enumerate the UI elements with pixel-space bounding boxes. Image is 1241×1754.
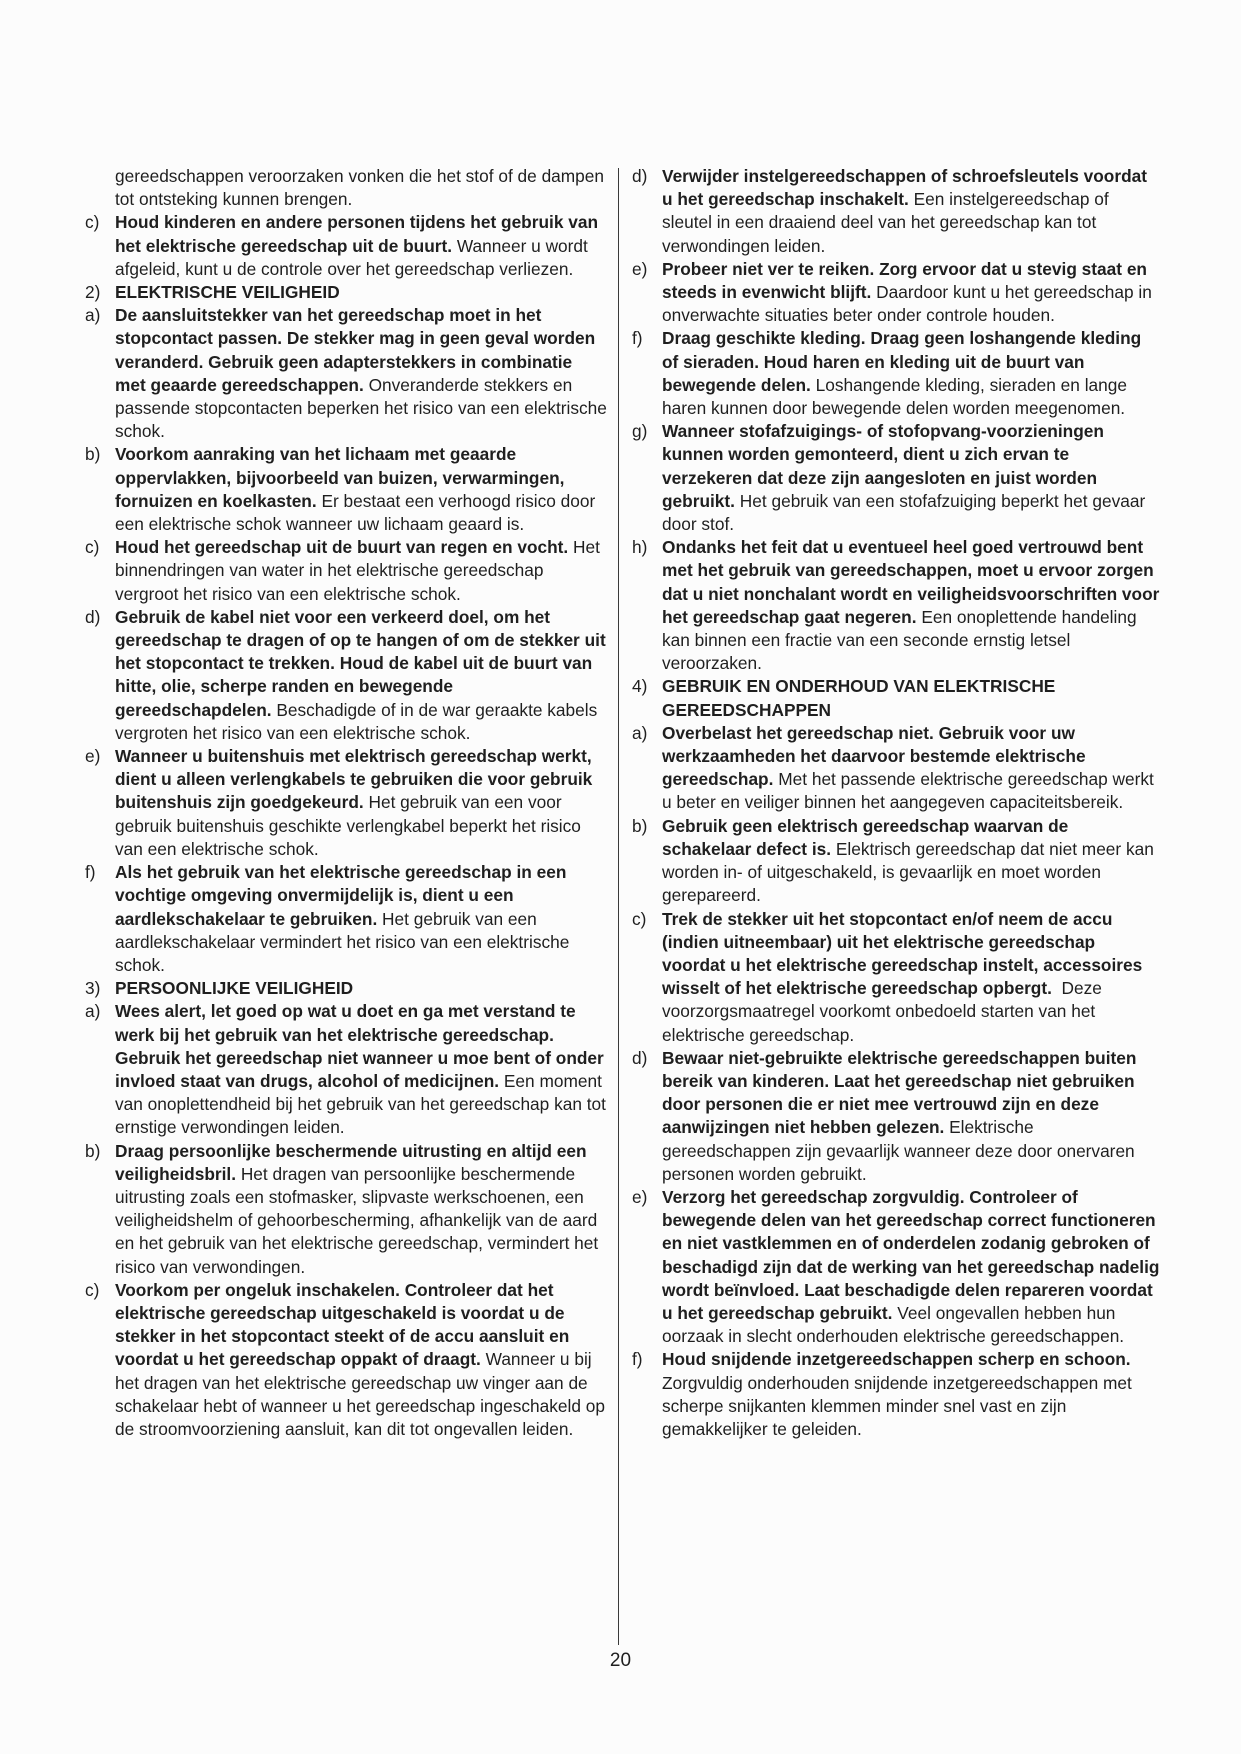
item-body-text: Loshangende kleding, sieraden en lange haren kunnen door bewegende delen worden meegenomen. <box>662 374 1132 419</box>
item-label: d) <box>632 166 648 186</box>
list-item <box>85 165 607 211</box>
item-body-text: Daardoor kunt u het gereedschap in onverwachte situaties beter onder controle houden. <box>662 282 1157 326</box>
item-bold-text: Wees alert, let goed op wat u doet en ga met verstand te werk bij het gebruik van het elektrische gereedschap. Gebruik het gereedschap niet wanneer u moe bent of onder invloed staat van drugs, alcohol of medicijnen. <box>115 1001 604 1091</box>
item-label: c) <box>632 908 647 929</box>
item-bold-text: GEBRUIK EN ONDERHOUD VAN ELEKTRISCHE GEREEDSCHAPPEN <box>662 676 1056 720</box>
item-label: 2) <box>85 282 101 303</box>
item-bold-text: Gebruik de kabel niet voor een verkeerd doel, om het gereedschap te dragen of op te hangen of om de stekker uit het stopcontact te trekken. Houd de kabel uit de buurt van hitte, olie, scherpe randen en bewegende gereedschapdelen. <box>115 606 606 720</box>
item-body-text: Een instelgereedschap of sleutel in een draaiend deel van het gereedschap kan tot verwondingen leiden. <box>662 189 1114 256</box>
item-text <box>115 305 612 441</box>
column-divider <box>618 168 619 1645</box>
item-body-text: Het gebruik van een aardlekschakelaar vermindert het risico van een elektrische schok. <box>115 908 575 975</box>
item-body-text: Wanneer u wordt afgeleid, kunt u de controle over het gereedschap verliezen. <box>115 235 593 279</box>
list-item <box>85 304 612 443</box>
list-item <box>632 908 1160 1047</box>
left-column <box>85 165 612 1441</box>
item-label: a) <box>85 305 101 326</box>
list-item <box>85 443 607 536</box>
item-text <box>115 862 574 975</box>
item-bold-text: Wanneer u buitenshuis met elektrisch gereedschap werkt, dient u alleen verlengkabels te gebruiken die voor gebruik buitenshuis zijn goedgekeurd. <box>115 746 593 813</box>
item-text <box>115 444 600 534</box>
item-body-text: Het binnendringen van water in het elektrische gereedschap vergroot het risico van een elektrische schok. <box>115 537 605 604</box>
item-label: b) <box>85 444 101 465</box>
item-text <box>115 978 353 998</box>
item-body-text: Het gebruik van een voor gebruik buitenshuis geschikte verlengkabel beperkt het risico van een elektrische schok. <box>115 792 586 859</box>
item-body-text: Onveranderde stekkers en passende stopcontacten beperken het risico van een elektrische schok. <box>115 374 612 442</box>
item-label: e) <box>632 258 648 279</box>
list-item <box>85 745 607 861</box>
list-item <box>85 1279 610 1441</box>
item-label: f) <box>85 862 96 883</box>
item-text <box>662 723 1159 813</box>
list-item <box>85 536 607 606</box>
item-text <box>115 212 598 278</box>
item-text <box>115 1280 610 1439</box>
item-text <box>662 816 1159 906</box>
item-label: d) <box>85 606 101 627</box>
item-bold-text: Draag geschikte kleding. Draag geen loshangende kleding of sieraden. Houd haren en kleding uit de buurt van bewegende delen. <box>662 328 1142 395</box>
list-item <box>85 606 607 745</box>
item-label: b) <box>85 1140 101 1161</box>
item-label: c) <box>85 212 100 233</box>
item-body-text: Veel ongevallen hebben hun oorzaak in slecht onderhouden elektrische gereedschappen. <box>662 1302 1125 1347</box>
item-label: f) <box>632 328 643 349</box>
item-bold-text: Probeer niet ver te reiken. Zorg ervoor dat u stevig staat en steeds in evenwicht blijft. <box>662 258 1147 303</box>
page-number: 20 <box>609 1650 632 1671</box>
item-bold-text: Houd snijdende inzetgereedschappen scherp en schoon. <box>662 1349 1131 1370</box>
item-bold-text: Voorkom aanraking van het lichaam met geaarde oppervlakken, bijvoorbeeld van buizen, verwarmingen, fornuizen en koelkasten. <box>115 444 565 511</box>
item-label: c) <box>85 537 100 558</box>
item-text <box>115 537 605 603</box>
list-item <box>632 327 1160 420</box>
list-item <box>85 1140 607 1279</box>
item-label: e) <box>632 1186 648 1207</box>
item-bold-text: Wanneer stofafzuigings- of stofopvang-voorzieningen kunnen worden gemonteerd, dient u zich ervan te verzekeren dat deze zijn aangesloten en juist worden gebruikt. <box>662 421 1104 511</box>
list-item <box>632 1047 1160 1186</box>
list-item <box>85 1000 611 1139</box>
right-column <box>632 165 1160 1441</box>
item-body-text: Een moment van onoplettendheid bij het gebruik van het gereedschap kan tot ernstige verwondingen leiden. <box>115 1070 611 1138</box>
item-text <box>662 1187 1159 1346</box>
item-bold-text: De aansluitstekker van het gereedschap moet in het stopcontact passen. De stekker mag in geen geval worden veranderd. Gebruik geen adapterstekkers in combinatie met geaarde gereedschappen. <box>115 305 596 395</box>
item-text <box>662 909 1142 1045</box>
item-text <box>115 746 592 859</box>
item-text <box>662 1048 1139 1184</box>
item-body-text: gereedschappen veroorzaken vonken die het stof of de dampen tot ontsteking kunnen brengen. <box>115 166 609 210</box>
item-text <box>115 166 609 209</box>
item-label: c) <box>85 1279 100 1300</box>
item-label: e) <box>85 746 101 767</box>
item-body-text: Het gebruik van een stofafzuiging beperkt het gevaar door stof. <box>662 490 1151 535</box>
list-item <box>632 1348 1160 1441</box>
item-body-text: Het dragen van persoonlijke beschermende uitrusting zoals een stofmasker, slipvaste werkschoenen, een veiligheidshelm of gehoorbescherming, afhankelijk van de aard en het gebruik van het elektrische gereedschap, vermindert het risico van verwondingen. <box>115 1163 604 1277</box>
item-text <box>115 282 340 302</box>
item-body-text: Een onoplettende handeling kan binnen een fractie van een seconde ernstig letsel veroorzaken. <box>662 606 1142 674</box>
item-bold-text: PERSOONLIJKE VEILIGHEID <box>115 978 354 999</box>
item-bold-text: Gebruik geen elektrisch gereedschap waarvan de schakelaar defect is. <box>662 815 1069 859</box>
item-bold-text: Bewaar niet-gebruikte elektrische gereedschappen buiten bereik van kinderen. Laat het gereedschap niet gebruiken door personen die er niet mee vertrouwd zijn en deze aanwijzingen niet hebben gelezen. <box>662 1047 1137 1138</box>
item-label: f) <box>632 1349 643 1370</box>
item-label: a) <box>85 1001 101 1022</box>
item-body-text: Elektrisch gereedschap dat niet meer kan worden in- of uitgeschakeld, is gevaarlijk en moet worden gerepareerd. <box>662 838 1159 906</box>
item-bold-text: Houd kinderen en andere personen tijdens het gebruik van het elektrische gereedschap uit de buurt. <box>115 212 599 256</box>
list-item <box>85 861 607 977</box>
item-text <box>662 1349 1137 1439</box>
item-body-text: Wanneer u bij het dragen van het elektrische gereedschap uw vinger aan de schakelaar hebt of wanneer u het gereedschap ingeschakeld op de stroomvoorziening aansluit, kan dit tot ongevallen leiden. <box>115 1349 610 1439</box>
item-body-text: Zorgvuldig onderhouden snijdende inzetgereedschappen met scherpe snijkanten klemmen minder snel vast en zijn gemakkelijker te geleiden. <box>662 1349 1137 1439</box>
item-label: a) <box>632 722 648 743</box>
item-body-text: Beschadigde of in de war geraakte kabels vergroten het risico van een elektrische schok. <box>115 699 603 743</box>
list-item <box>632 420 1160 536</box>
item-bold-text: Ondanks het feit dat u eventueel heel goed vertrouwd bent met het gebruik van gereedschappen, moet u ervoor zorgen dat u niet nonchalant wordt en veiligheidsvoorschriften voor het gereedschap gaat negeren. <box>662 537 1160 627</box>
list-item <box>632 815 1160 908</box>
list-item <box>632 536 1160 675</box>
item-text <box>115 1001 611 1137</box>
item-text <box>662 537 1159 673</box>
item-text <box>662 676 1055 719</box>
section-heading <box>85 977 607 1000</box>
section-heading <box>632 675 1160 721</box>
list-item <box>85 211 607 281</box>
item-label: b) <box>632 815 648 836</box>
item-bold-text: Verzorg het gereedschap zorgvuldig. Controleer of bewegende delen van het gereedschap correct functioneren en niet vastklemmen en of onderdelen zodanig gebroken of beschadigd zijn dat de werking van het gereedschap nadelig wordt beïnvloed. Laat beschadigde delen repareren voordat u het gereedschap gebruikt. <box>662 1186 1160 1323</box>
list-item <box>632 258 1160 328</box>
item-bold-text: Overbelast het gereedschap niet. Gebruik voor uw werkzaamheden het daarvoor bestemde elektrische gereedschap. <box>662 722 1086 790</box>
list-item <box>632 1186 1160 1348</box>
list-item <box>632 722 1160 815</box>
item-text <box>115 607 606 743</box>
item-body-text: Deze voorzorgsmaatregel voorkomt onbedoeld starten van het elektrische gereedschap. <box>662 978 1107 1045</box>
item-label: 3) <box>85 978 101 999</box>
item-bold-text: Houd het gereedschap uit de buurt van regen en vocht. <box>115 537 569 558</box>
item-bold-text: Draag persoonlijke beschermende uitrusting en altijd een veiligheidsbril. <box>115 1140 587 1184</box>
item-text <box>662 166 1147 256</box>
item-label: 4) <box>632 676 648 697</box>
item-text <box>662 421 1150 534</box>
item-bold-text: Trek de stekker uit het stopcontact en/of neem de accu (indien uitneembaar) uit het elektrische gereedschap voordat u het elektrische gereedschap instelt, accessoires wisselt of het elektrische gereedschap opbergt. <box>662 908 1143 999</box>
item-text <box>662 259 1157 325</box>
list-item <box>632 165 1160 258</box>
item-label: h) <box>632 537 648 558</box>
item-label: d) <box>632 1047 648 1068</box>
section-heading <box>85 281 607 304</box>
item-bold-text: Verwijder instelgereedschappen of schroefsleutels voordat u het gereedschap inschakelt. <box>662 166 1147 210</box>
item-body-text: Met het passende elektrische gereedschap werkt u beter en veiliger binnen het aangegeven capaciteitsbereik. <box>662 769 1159 813</box>
item-body-text: Er bestaat een verhoogd risico door een elektrische schok wanneer uw lichaam geaard is. <box>115 490 601 535</box>
item-label: g) <box>632 421 648 442</box>
item-bold-text: Voorkom per ongeluk inschakelen. Controleer dat het elektrische gereedschap uitgeschakeld is voordat u de stekker in het stopcontact steekt of de accu aansluit en voordat u het gereedschap oppakt of draagt. <box>115 1279 570 1370</box>
item-text <box>662 328 1141 418</box>
item-text <box>115 1141 603 1277</box>
item-body-text: Elektrische gereedschappen zijn gevaarlijk wanneer deze door onervaren personen worden gebruikt. <box>662 1117 1140 1184</box>
item-bold-text: ELEKTRISCHE VEILIGHEID <box>115 282 340 303</box>
item-bold-text: Als het gebruik van het elektrische gereedschap in een vochtige omgeving onvermijdelijk is, dient u een aardlekschakelaar te gebruiken. <box>115 862 567 929</box>
